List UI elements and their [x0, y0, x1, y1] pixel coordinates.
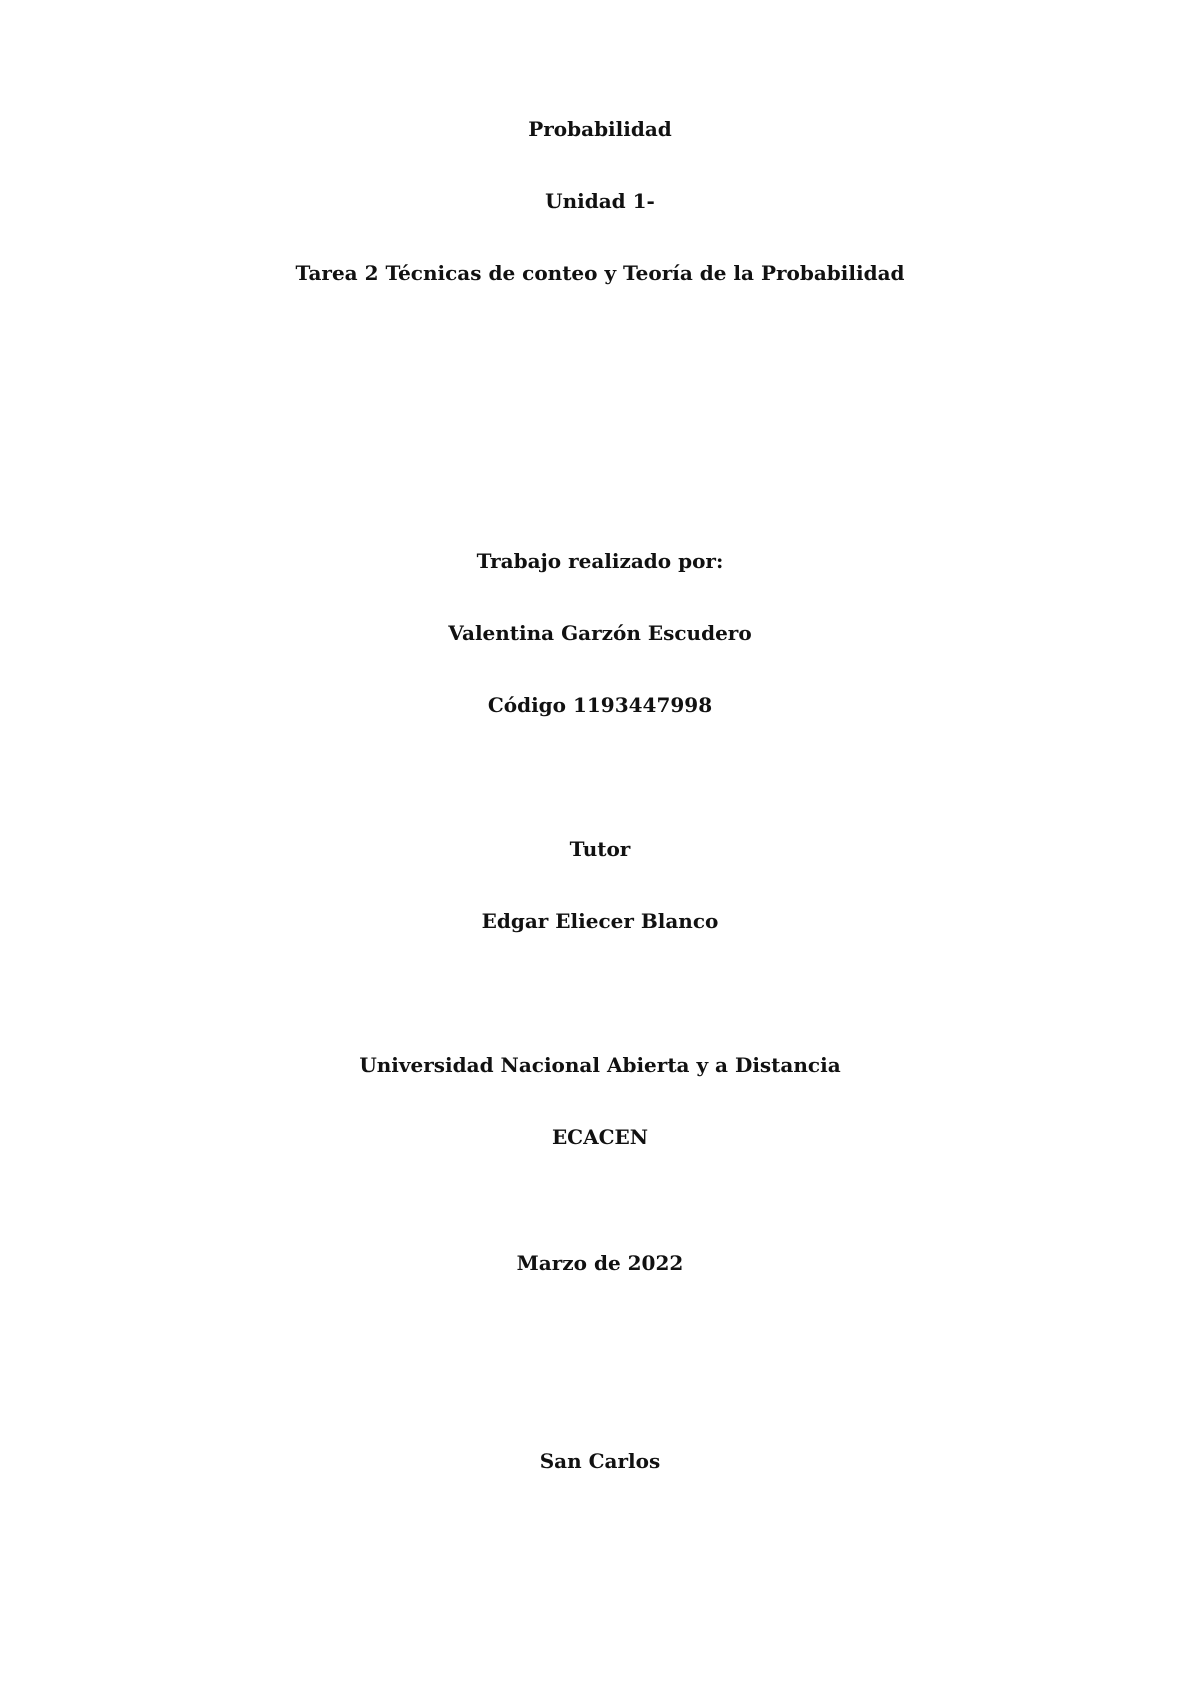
author-name: Valentina Garzón Escudero — [448, 621, 752, 645]
document-date: Marzo de 2022 — [516, 1251, 684, 1275]
document-city: San Carlos — [539, 1449, 661, 1473]
course-title: Probabilidad — [528, 117, 672, 141]
tutor-label: Tutor — [569, 837, 631, 861]
author-label: Trabajo realizado por: — [476, 549, 724, 573]
unit-label: Unidad 1- — [545, 189, 655, 213]
author-code: Código 1193447998 — [487, 693, 713, 717]
task-title: Tarea 2 Técnicas de conteo y Teoría de la Probabilidad — [295, 261, 905, 285]
tutor-name: Edgar Eliecer Blanco — [481, 909, 719, 933]
university-name: Universidad Nacional Abierta y a Distancia — [359, 1053, 841, 1077]
school-name: ECACEN — [551, 1125, 649, 1149]
